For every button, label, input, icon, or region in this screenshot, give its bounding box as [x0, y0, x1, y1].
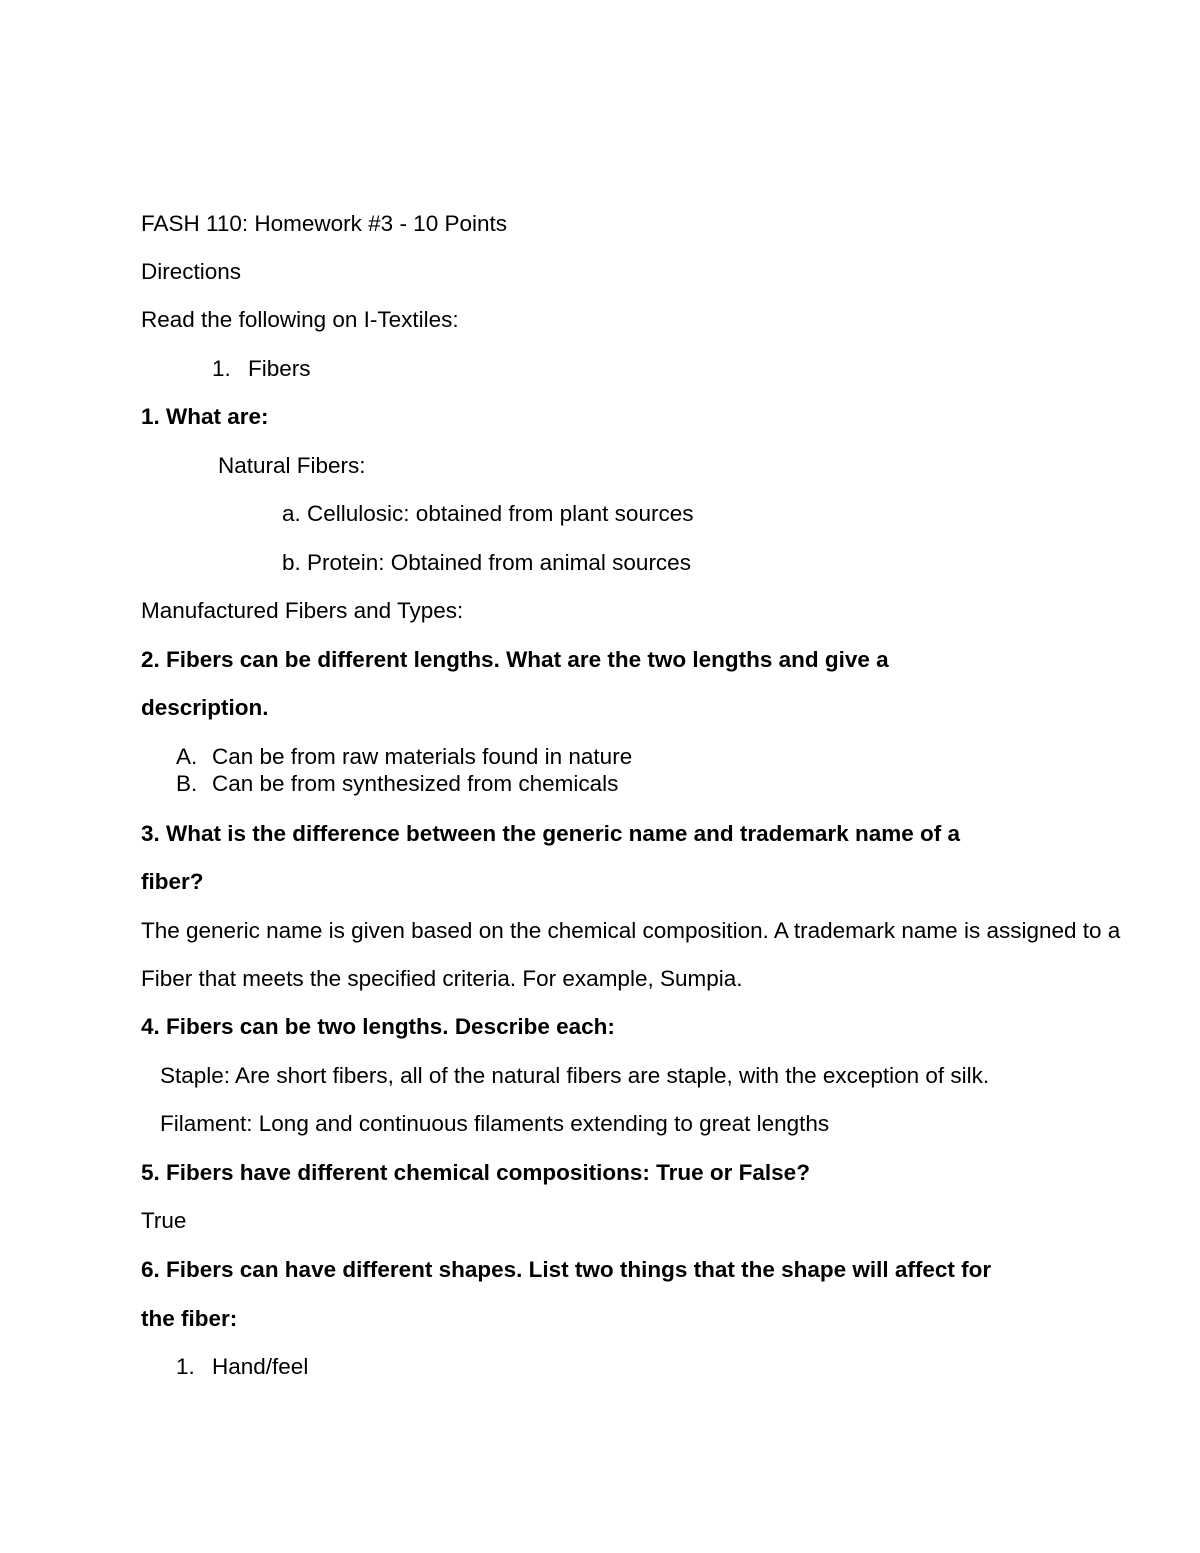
- question-2-line-1: 2. Fibers can be different lengths. What are the two lengths and give a: [141, 647, 889, 672]
- question-3-line-1: 3. What is the difference between the generic name and trademark name of a: [141, 821, 960, 846]
- list-item-text: Can be from raw materials found in nature: [212, 744, 633, 769]
- answer-3-line-1: The generic name is given based on the chemical composition. A trademark name is assigned to a: [141, 918, 1121, 943]
- question-6-line-1: 6. Fibers can have different shapes. List two things that the shape will affect for: [141, 1257, 992, 1282]
- list-marker: A.: [176, 744, 198, 769]
- answer-3-line-2: Fiber that meets the specified criteria. For example, Sumpia.: [141, 966, 743, 991]
- question-1: 1. What are:: [141, 404, 269, 429]
- natural-fiber-item-a: a. Cellulosic: obtained from plant sources: [282, 501, 694, 526]
- answer-2-item-b: [176, 770, 618, 798]
- list-item-text: Can be from synthesized from chemicals: [212, 771, 619, 796]
- question-5: 5. Fibers have different chemical compositions: True or False?: [141, 1160, 810, 1185]
- natural-fiber-item-b: b. Protein: Obtained from animal sources: [282, 550, 691, 575]
- question-6-line-2: the fiber:: [141, 1306, 238, 1331]
- answer-6-item-1: [176, 1353, 308, 1381]
- natural-fibers-label: Natural Fibers:: [218, 453, 366, 478]
- question-3-line-2: fiber?: [141, 869, 204, 894]
- list-marker: 1.: [176, 1354, 195, 1379]
- list-item-text: Fibers: [248, 356, 311, 381]
- list-marker: B.: [176, 771, 198, 796]
- question-2-line-2: description.: [141, 695, 269, 720]
- answer-5: True: [141, 1208, 187, 1233]
- list-marker: 1.: [212, 356, 231, 381]
- answer-4-staple: Staple: Are short fibers, all of the natural fibers are staple, with the exception of silk.: [160, 1063, 990, 1088]
- answer-2-item-a: [176, 743, 632, 771]
- document-title: FASH 110: Homework #3 - 10 Points: [141, 211, 507, 236]
- manufactured-fibers-label: Manufactured Fibers and Types:: [141, 598, 464, 623]
- directions-heading: Directions: [141, 259, 242, 284]
- reading-list-item: [212, 355, 311, 383]
- read-instruction: Read the following on I-Textiles:: [141, 307, 459, 332]
- question-4: 4. Fibers can be two lengths. Describe each:: [141, 1014, 615, 1039]
- list-item-text: Hand/feel: [212, 1354, 309, 1379]
- answer-4-filament: Filament: Long and continuous filaments extending to great lengths: [160, 1111, 830, 1136]
